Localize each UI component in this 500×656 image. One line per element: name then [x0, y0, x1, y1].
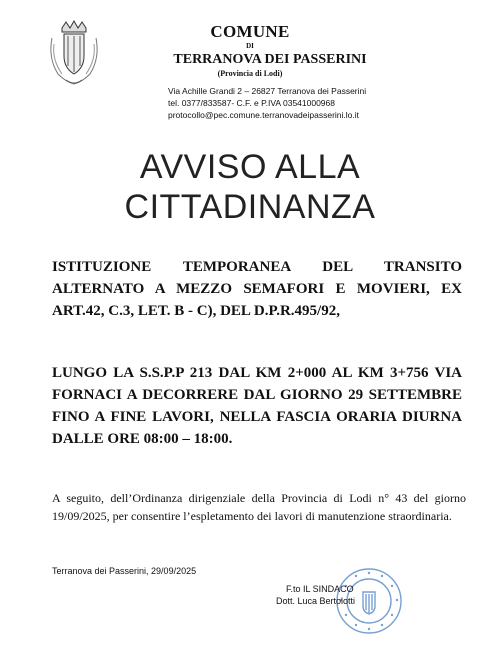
- header-municipality-name: TERRANOVA DEI PASSERINI: [173, 52, 367, 67]
- header-comune: COMUNE: [210, 22, 290, 41]
- signature-name: Dott. Luca Bertolotti: [276, 596, 356, 606]
- notice-block-1: ISTITUZIONE TEMPORANEA DEL TRANSITO ALTERNATO A MEZZO SEMAFORI E MOVIERI, EX ART.42, C.3, LET. B - C), DEL D.P.R.495/92,: [52, 259, 462, 319]
- contact-line: tel. 0377/833587- C.F. e P.IVA 03541000968: [168, 98, 335, 108]
- notice-block-2: LUNGO LA S.S.P.P 213 DAL KM 2+000 AL KM 3+756 VIA FORNACI A DECORRERE DAL GIORNO 29 SETTEMBRE FINO A FINE LAVORI, NELLA FASCIA ORARIA DIURNA DALLE ORE 08:00 – 18:00.: [52, 365, 462, 447]
- notice-paragraph: A seguito, dell’Ordinanza dirigenziale della Provincia di Lodi n° 43 del giorno 19/09/2025, per consentire l’espletamento dei lavori di manutenzione straordinaria.: [52, 491, 466, 523]
- place-date: Terranova dei Passerini, 29/09/2025: [52, 566, 197, 576]
- header-province: (Provincia di Lodi): [217, 69, 283, 78]
- notice-title-line2: CITTADINANZA: [124, 188, 376, 226]
- notice-title-line1: AVVISO ALLA: [139, 148, 361, 186]
- signature-title: F.to IL SINDACO: [286, 584, 354, 594]
- address-line: Via Achille Grandi 2 – 26827 Terranova dei Passerini: [168, 86, 367, 96]
- header-di: DI: [246, 42, 254, 50]
- pec-email: protocollo@pec.comune.terranovadeipasserini.lo.it: [168, 110, 360, 120]
- coat-of-arms-icon: [44, 18, 104, 88]
